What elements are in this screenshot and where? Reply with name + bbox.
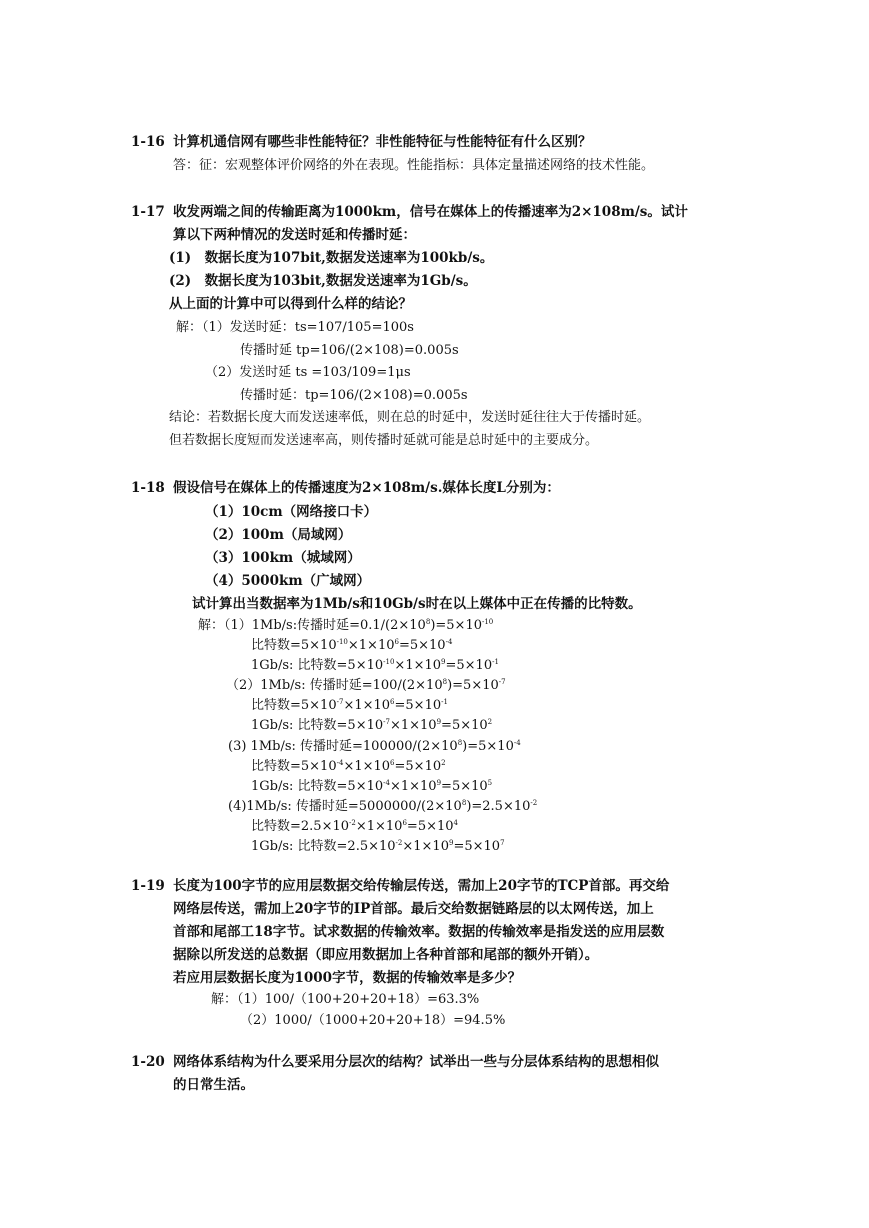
media-item-2: （2）100m（局域网）: [205, 527, 352, 543]
solution-1-18-4a: (4)1Mb/s: 传播时延$=5000000/(2\times 10^8)=2.5\times 10^{-2}$: [228, 799, 538, 814]
solution-1-17-line4: 传播时延：tp=106/(2×108)=0.005s: [240, 388, 468, 403]
solution-1-18-3b: 比特数$=5\times 10^{-4}\times 1\times 10^6=5\times 10^2$: [251, 759, 446, 774]
question-number: 1-18: [131, 480, 165, 496]
solution-1-18-1a: 解：（1）1Mb/s:传播时延$=0.1/(2\times 10^8)=5\times 10^{-10}$: [198, 618, 494, 633]
solution-1-18-4b: 比特数$=2.5\times 10^{-2}\times 1\times 10^6=5\times 10^4$: [251, 819, 458, 834]
question-1-20: [131, 1056, 659, 1070]
question-number: 1-16: [131, 134, 165, 150]
media-item-4: （4）5000km（广域网）: [205, 573, 371, 589]
solution-1-19-line2: （2）1000/（1000+20+20+18）=94.5%: [240, 1013, 506, 1028]
question-1-17-line2: 算以下两种情况的发送时延和传播时延：: [173, 227, 416, 243]
solution-1-18-2c: 1Gb/s: 比特数$=5\times 10^{-7}\times 1\times 10^9=5\times 10^2$: [251, 718, 493, 733]
solution-1-18-3c: 1Gb/s: 比特数$=5\times 10^{-4}\times 1\times 10^9=5\times 10^5$: [251, 779, 493, 794]
solution-1-18-1c: 1Gb/s: 比特数$=5\times 10^{-10}\times 1\times 10^9=5\times 10^{-1}$: [251, 658, 499, 673]
question-text: 假设信号在媒体上的传播速度为2×108m/s.媒体长度L分别为：: [173, 480, 560, 496]
question-text: 长度为100字节的应用层数据交给传输层传送，需加上20字节的TCP首部。再交给: [173, 878, 670, 894]
question-1-18: [131, 482, 560, 496]
solution-1-17-line1: 解：（1）发送时延：ts=107/105=100s: [176, 320, 414, 335]
solution-1-18-3a: (3) 1Mb/s: 传播时延$=100000/(2\times 10^8)=5\times 10^{-4}$: [228, 739, 521, 754]
answer-1-16: 答：征：宏观整体评价网络的外在表现。性能指标：具体定量描述网络的技术性能。: [173, 158, 655, 173]
question-1-17-case2: (2) 数据长度为103bit,数据发送速率为1Gb/s。: [169, 273, 477, 289]
question-text: 收发两端之间的传输距离为1000km，信号在媒体上的传播速率为2×108m/s。试计: [173, 204, 688, 220]
question-1-18-ask: 试计算出当数据率为1Mb/s和10Gb/s时在以上媒体中正在传播的比特数。: [192, 596, 642, 612]
question-text: 网络体系结构为什么要采用分层次的结构？试举出一些与分层体系结构的思想相似: [173, 1054, 659, 1070]
question-1-17-case1: (1) 数据长度为107bit,数据发送速率为100kb/s。: [169, 250, 494, 266]
question-number: 1-17: [131, 204, 165, 220]
media-item-1: （1）10cm（网络接口卡）: [205, 504, 378, 520]
question-1-19-line5: 若应用层数据长度为1000字节，数据的传输效率是多少？: [173, 970, 522, 986]
question-number: 1-20: [131, 1054, 165, 1070]
question-1-19-line4: 据除以所发送的总数据（即应用数据加上各种首部和尾部的额外开销）。: [173, 947, 599, 963]
solution-1-18-2a: （2）1Mb/s: 传播时延$=100/(2\times 10^8)=5\times 10^{-7}$: [226, 678, 506, 693]
question-1-19: [131, 880, 669, 894]
question-1-17-line5: 从上面的计算中可以得到什么样的结论？: [169, 296, 412, 312]
question-1-16: [131, 136, 592, 150]
solution-1-17-line2: 传播时延 tp=106/(2×108)=0.005s: [240, 343, 459, 358]
conclusion-1-17-line1: 结论：若数据长度大而发送速率低，则在总的时延中，发送时延往往大于传播时延。: [169, 410, 651, 425]
question-1-19-line3: 首部和尾部工18字节。试求数据的传输效率。数据的传输效率是指发送的应用层数: [173, 924, 665, 940]
solution-1-19-line1: 解：（1）100/（100+20+20+18）=63.3%: [211, 992, 480, 1007]
question-1-20-line2: 的日常生活。: [173, 1077, 254, 1093]
question-1-17: [131, 206, 688, 220]
solution-1-18-4c: 1Gb/s: 比特数$=2.5\times 10^{-2}\times 1\times 10^9=5\times 10^7$: [251, 839, 505, 854]
conclusion-1-17-line2: 但若数据长度短而发送速率高，则传播时延就可能是总时延中的主要成分。: [169, 433, 599, 448]
solution-1-18-1b: 比特数$=5\times 10^{-10}\times 1\times 10^6=5\times 10^{-4}$: [251, 638, 453, 653]
media-item-3: （3）100km（城域网）: [205, 550, 361, 566]
question-text: 计算机通信网有哪些非性能特征？非性能特征与性能特征有什么区别？: [173, 134, 592, 150]
question-1-19-line2: 网络层传送，需加上20字节的IP首部。最后交给数据链路层的以太网传送，加上: [173, 901, 654, 917]
solution-1-17-line3: （2）发送时延 ts =103/109=1μs: [205, 365, 411, 380]
question-number: 1-19: [131, 878, 165, 894]
solution-1-18-2b: 比特数$=5\times 10^{-7}\times 1\times 10^6=5\times 10^{-1}$: [251, 698, 448, 713]
